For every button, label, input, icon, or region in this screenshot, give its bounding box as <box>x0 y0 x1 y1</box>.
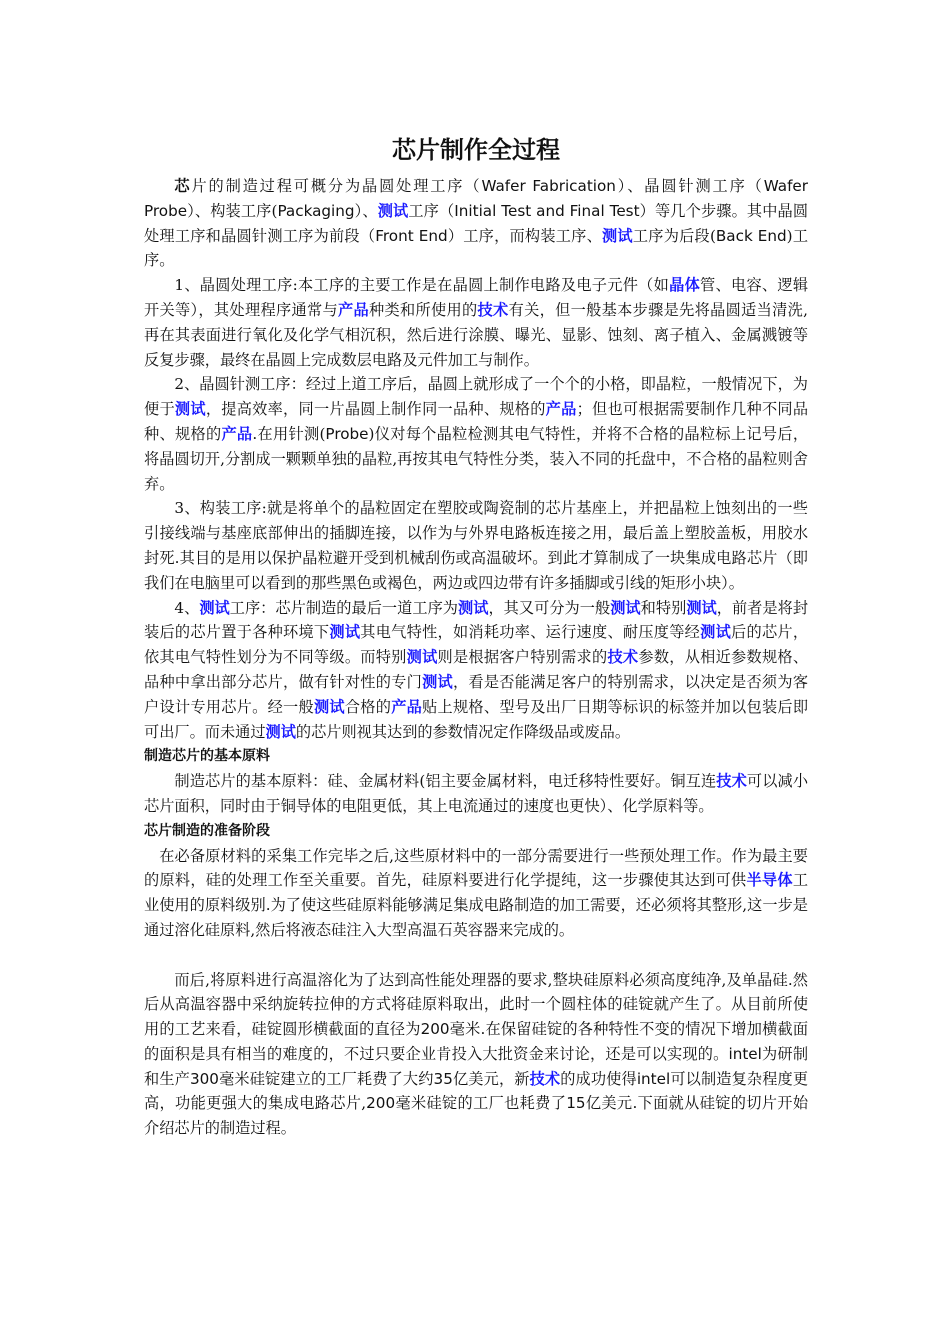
keyword-link-jishu[interactable]: 技术 <box>477 300 509 319</box>
text-run: 35 <box>433 1069 453 1088</box>
text-run: 3、构装工序:就是将单个的晶粒固定在塑胶或陶瓷制的芯片基座上，并把晶粒上蚀刻出的一些引接线端与基座底部伸出的插脚连接，以作为与外界电路板连接之用，最后盖上塑胶盖板，用胶水封死.其目的是用以保护晶粒避开受到机械刮伤或高温破坏。到此才算制成了一块集成电路芯片（即我们在电脑里可以看到的那些黑色或褐色，两边或四边带有许多插脚或引线的矩形小块）。 <box>144 499 808 592</box>
keyword-link-ceshi[interactable]: 测试 <box>265 722 296 741</box>
keyword-link-ceshi[interactable]: 测试 <box>700 623 732 642</box>
prep-paragraph <box>144 844 808 943</box>
keyword-link-chanpin[interactable]: 产品 <box>391 697 423 716</box>
ingot-paragraph <box>144 968 808 1142</box>
text-run: 贴上规格、型号及出厂日期等标识的标签并加以包装后即可出厂。而未通过 <box>144 697 809 741</box>
text-run: 15 <box>566 1094 586 1113</box>
text-run: intel <box>636 1069 671 1088</box>
text-run: 芯 <box>174 177 192 195</box>
step3-paragraph <box>144 496 808 595</box>
keyword-link-ceshi[interactable]: 测试 <box>406 648 438 667</box>
text-run: Packaging <box>277 201 355 220</box>
text-run: ，提高效率，同一片晶圆上制作同一品种、规格的 <box>205 400 546 419</box>
text-run: 毫米.在保留硅锭的各种特性不变的情况下增加横截面的面积是具有相当的难度的，不过只要企业肯投入大批资金来讨论，还是可以实现的。 <box>144 1020 809 1063</box>
step2-paragraph <box>144 372 808 496</box>
text-run: )工序。 <box>144 226 809 270</box>
keyword-link-ceshi[interactable]: 测试 <box>377 201 409 220</box>
text-run: 亿美元.下面就从硅锭的切片开始介绍芯片的制造过程。 <box>144 1094 809 1138</box>
keyword-link-jishu[interactable]: 技术 <box>716 772 747 791</box>
keyword-link-ceshi[interactable]: 测试 <box>602 226 633 245</box>
text-run: 种类和所使用的 <box>369 300 478 319</box>
text-run: 其电气特性，如消耗功率、运行速度、耐压度等经 <box>360 623 701 642</box>
text-run: 可以制造复杂程度更高，功能更强大的集成电路芯片, <box>144 1069 809 1113</box>
text-run: 参数，从相近参数规格、品种中拿出部分芯片，做有针对性的专门 <box>144 648 809 691</box>
text-run: 工序为后段( <box>632 226 716 245</box>
text-run: 毫米硅锭的工厂也耗费了 <box>395 1094 567 1113</box>
text-run: ）、构装工序( <box>187 201 278 220</box>
keyword-link-chanpin[interactable]: 产品 <box>337 300 369 319</box>
heading-materials: 制造芯片的基本原料 <box>144 748 270 765</box>
text-run: 毫米硅锭建立的工厂耗费了大约 <box>218 1069 434 1088</box>
text-run: 200 <box>420 1020 450 1039</box>
text-run: ）等几个步骤。其中晶圆处理工序和晶圆针测工序为前段（ <box>144 201 809 245</box>
keyword-link-chanpin[interactable]: 产品 <box>545 400 577 419</box>
text-run: 的成功使得 <box>560 1069 637 1088</box>
text-run: Back End <box>715 226 787 245</box>
keyword-link-ceshi[interactable]: 测试 <box>458 598 489 617</box>
keyword-link-chanpin[interactable]: 产品 <box>221 424 253 443</box>
document-page <box>144 128 808 1141</box>
text-run: 亿美元，新 <box>452 1069 530 1088</box>
blank-line <box>144 943 808 968</box>
text-run: 2、晶圆针测工序：经过上道工序后，晶圆上就形成了一个个的小格，即晶粒，一般情况下，为便于 <box>144 375 808 419</box>
text-run: ）、 <box>354 201 378 220</box>
text-run: Probe <box>325 424 369 443</box>
keyword-link-ceshi[interactable]: 测试 <box>422 672 453 691</box>
text-run: 4、 <box>174 598 200 617</box>
keyword-link-ceshi[interactable]: 测试 <box>313 697 345 716</box>
text-run: ；但也可根据需要制作几种不同品种、规格的 <box>144 400 809 443</box>
text-run: ）、晶圆针测工序（ <box>615 177 764 195</box>
heading-prep: 芯片制造的准备阶段 <box>144 822 270 839</box>
text-run: .在用针测( <box>252 424 326 443</box>
step4-paragraph <box>144 596 808 745</box>
text-run: 工业使用的原料级别.为了使这些硅原料能够满足集成电路制造的加工需要，还必须将其整形,这一步是通过溶化硅原料,然后将液态硅注入大型高温石英容器来完成的。 <box>144 871 809 939</box>
text-run: 片的制造过程可概分为晶圆处理工序（ <box>191 177 482 195</box>
text-run: Wafer Fabrication <box>481 177 616 195</box>
keyword-link-ceshi[interactable]: 测试 <box>199 598 230 617</box>
text-run: intel <box>728 1044 762 1063</box>
text-run: 合格的 <box>344 697 392 716</box>
document-title: 芯片制作全过程 <box>392 136 560 164</box>
text-run: 1、晶圆处理工序:本工序的主要工作是在晶圆上制作电路及电子元件（如 <box>174 276 670 295</box>
keyword-link-ceshi[interactable]: 测试 <box>686 598 717 617</box>
text-run: Initial Test and Final Test <box>454 201 640 220</box>
text-run: ，前者是将封装后的芯片置于各种环境下 <box>144 598 809 642</box>
keyword-link-jishu[interactable]: 技术 <box>607 648 639 667</box>
text-run: 而后,将原料进行高温溶化为了达到高性能处理器的要求,整块硅原料必须高度纯净,及单晶硅.然后从高温容器中采纳旋转拉伸的方式将硅原料取出，此时一个圆柱体的硅锭就产生了。从目前所使用的工艺来看，硅锭圆形横截面的直径为 <box>144 970 808 1039</box>
keyword-link-jingti[interactable]: 晶体 <box>669 276 701 295</box>
text-run: 200 <box>366 1094 396 1113</box>
text-run: )仪对每个晶粒检测其电气特性，并将不合格的晶粒标上记号后，将晶圆切开,分割成一颗颗单独的晶粒,再按其电气特性分类，装入不同的托盘中，不合格的晶粒则舍弃。 <box>144 424 809 493</box>
text-run: 为研制和生产 <box>144 1044 809 1088</box>
text-run: Wafer Probe <box>144 177 809 220</box>
text-run: 后的芯片，依其电气特性划分为不同等级。而特别 <box>144 623 809 667</box>
text-run: ，看是否能满足客户的特别需求，以决定是否须为客户设计专用芯片。经一般 <box>144 672 809 716</box>
text-run: 管、电容、逻辑开关等），其处理程序通常与 <box>144 276 809 319</box>
text-run: ，其又可分为一般 <box>488 598 611 617</box>
keyword-link-jishu[interactable]: 技术 <box>529 1069 561 1088</box>
text-run: 制造芯片的基本原料：硅、金属材料(铝主要金属材料，电迁移特性要好。铜互连 <box>174 772 717 791</box>
text-run: 则是根据客户特别需求的 <box>437 648 608 667</box>
materials-paragraph <box>144 769 808 819</box>
text-run: Front End <box>375 226 448 245</box>
keyword-link-ceshi[interactable]: 测试 <box>174 400 206 419</box>
text-run: 的芯片则视其达到的参数情况定作降级品或废品。 <box>295 722 630 741</box>
keyword-link-ceshi[interactable]: 测试 <box>610 598 641 617</box>
keyword-link-ceshi[interactable]: 测试 <box>329 623 361 642</box>
step1-paragraph <box>144 273 808 372</box>
text-run: 有关，但一般基本步骤是先将晶圆适当清洗,再在其表面进行氧化及化学气相沉积，然后进行涂膜、曝光、显影、蚀刻、离子植入、金属溅镀等反复步骤，最终在晶圆上完成数层电路及元件加工与制作。 <box>144 300 809 369</box>
text-run: 和特别 <box>640 598 687 617</box>
text-run: 300 <box>189 1069 219 1088</box>
text-run: ）工序，而构装工序、 <box>447 226 603 245</box>
text-run: 工序：芯片制造的最后一道工序为 <box>229 598 459 617</box>
text-run: 在必备原材料的采集工作完毕之后,这些原材料中的一部分需要进行一些预处理工作。作为最主要的原料，硅的处理工作至关重要。首先，硅原料要进行化学提纯，这一步骤使其达到可供 <box>144 846 808 890</box>
intro-paragraph <box>144 174 808 273</box>
keyword-link-bandaoti[interactable]: 半导体 <box>746 871 793 890</box>
text-run: 可以减小芯片面积，同时由于铜导体的电阻更低，其上电流通过的速度也更快）、化学原料等。 <box>144 772 809 815</box>
text-run: 工序（ <box>408 201 455 220</box>
